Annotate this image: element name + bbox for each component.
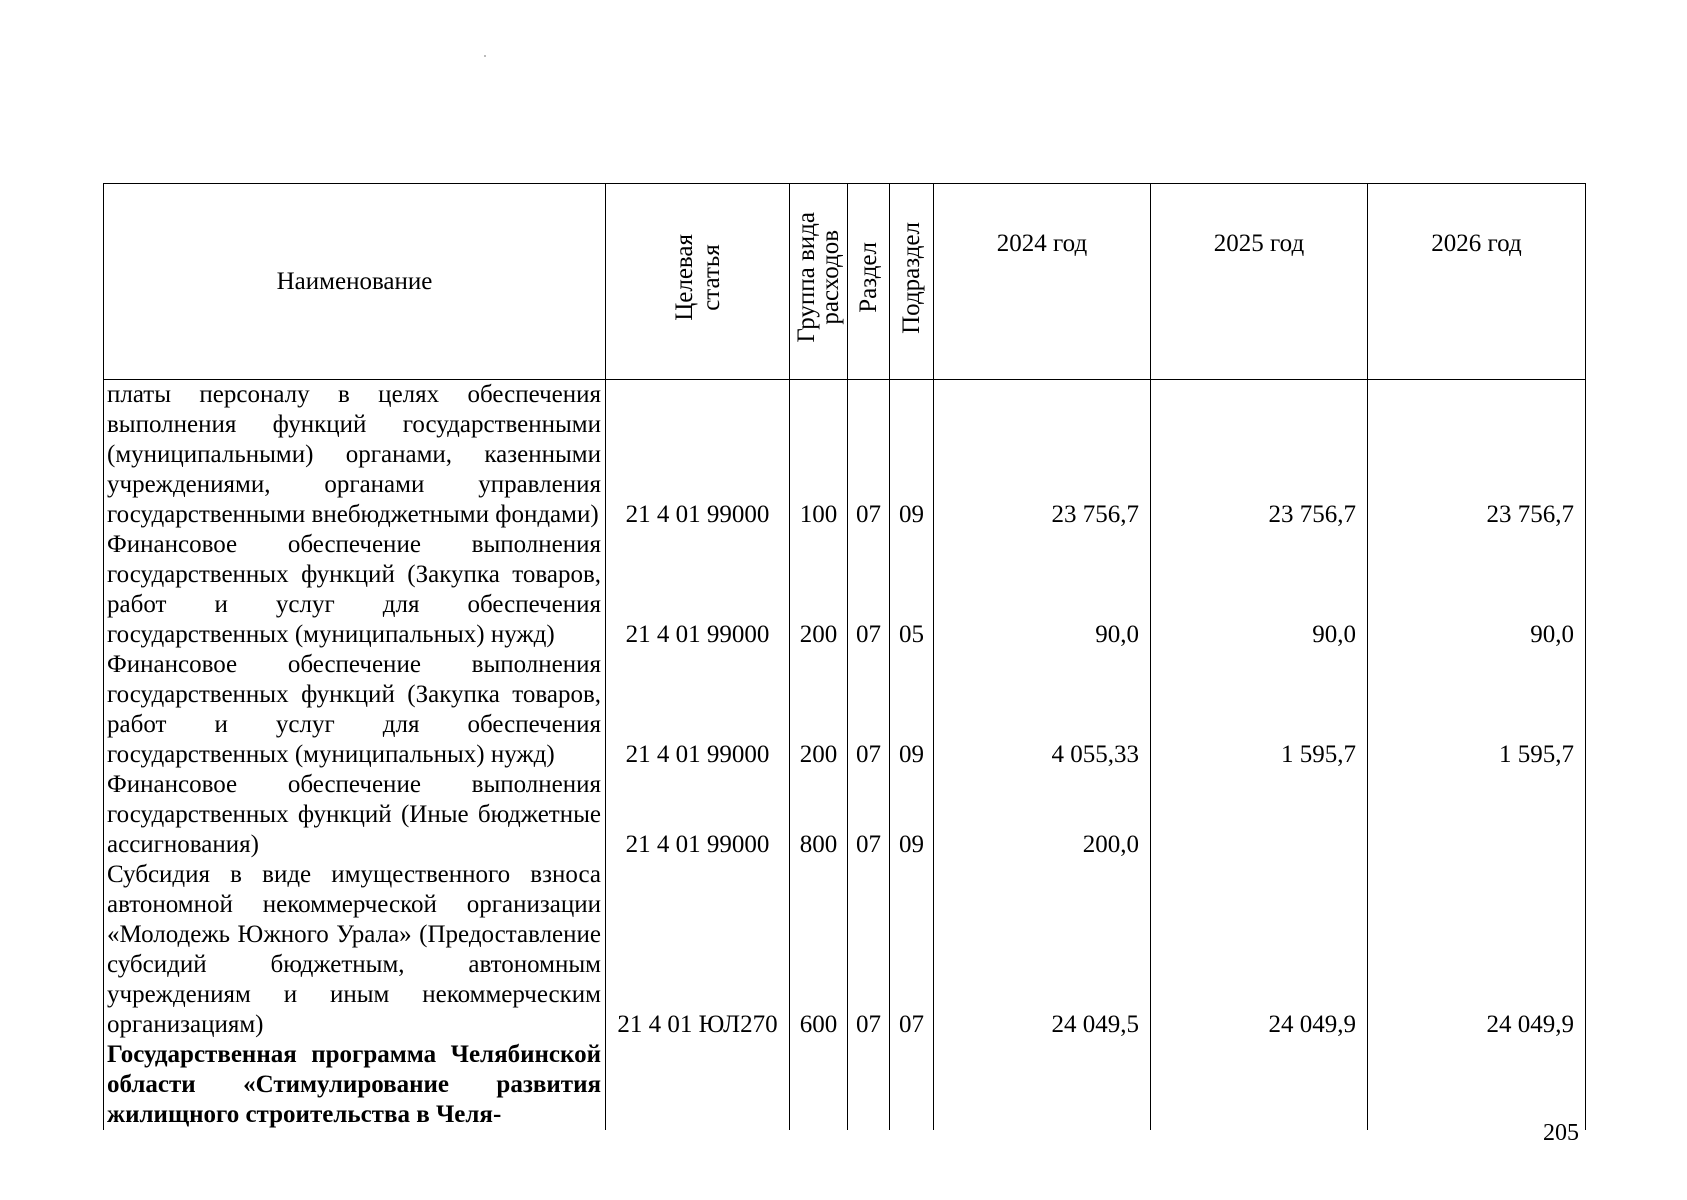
row-name: Финансовое обеспечение выполнения государственных функций (Закупка товаров, работ и услуг для обеспечения государственных (муниципальных) нужд) [104,650,606,770]
row-target-article: 21 4 01 99000 [606,380,790,531]
row-amount-2026 [1368,1040,1586,1130]
row-section [848,1040,890,1130]
row-amount-2025: 1 595,7 [1151,650,1368,770]
row-target-article [606,1040,790,1130]
budget-table [103,183,1586,1130]
row-amount-2024: 90,0 [934,530,1151,650]
header-target-article: Целевая статья [606,184,790,380]
row-name: Государственная программа Челябинской области «Стимулирование развития жилищного строительства в Челя- [104,1040,606,1130]
row-amount-2025: 23 756,7 [1151,380,1368,531]
header-2024: 2024 год [934,184,1151,380]
table-row [104,650,1586,770]
row-section: 07 [848,860,890,1040]
row-subsection: 09 [890,380,934,531]
header-2025: 2025 год [1151,184,1368,380]
table-row [104,380,1586,531]
row-amount-2026: 24 049,9 [1368,860,1586,1040]
row-amount-2026: 1 595,7 [1368,650,1586,770]
row-amount-2025: 24 049,9 [1151,860,1368,1040]
row-target-article: 21 4 01 99000 [606,650,790,770]
row-expense-group: 800 [790,770,848,860]
row-subsection [890,1040,934,1130]
table-header-row [104,184,1586,380]
row-expense-group: 200 [790,650,848,770]
row-target-article: 21 4 01 99000 [606,770,790,860]
row-name: Финансовое обеспечение выполнения государственных функций (Иные бюджетные ассигнования) [104,770,606,860]
table-row [104,530,1586,650]
row-section: 07 [848,770,890,860]
row-amount-2025 [1151,770,1368,860]
row-expense-group: 200 [790,530,848,650]
row-section: 07 [848,650,890,770]
header-name: Наименование [104,184,606,380]
row-amount-2025: 90,0 [1151,530,1368,650]
row-expense-group [790,1040,848,1130]
table-row [104,1040,1586,1130]
header-expense-group: Группа вида расходов [790,184,848,380]
row-amount-2024: 23 756,7 [934,380,1151,531]
row-subsection: 05 [890,530,934,650]
table-row [104,770,1586,860]
row-subsection: 07 [890,860,934,1040]
row-subsection: 09 [890,770,934,860]
scan-artifact [484,55,486,57]
row-amount-2026: 23 756,7 [1368,380,1586,531]
row-name: платы персоналу в целях обеспечения выполнения функций государственными (муниципальными) органами, казенными учреждениями, органами управления государственными внебюджетными фондами) [104,380,606,531]
row-name: Субсидия в виде имущественного взноса автономной некоммерческой организации «Молодежь Южного Урала» (Предоставление субсидий бюджетным, автономным учреждениям и иным некоммерческим организациям) [104,860,606,1040]
row-expense-group: 100 [790,380,848,531]
row-section: 07 [848,530,890,650]
row-amount-2026 [1368,770,1586,860]
row-section: 07 [848,380,890,531]
row-expense-group: 600 [790,860,848,1040]
page-number: 205 [1543,1120,1579,1146]
header-2026: 2026 год [1368,184,1586,380]
row-amount-2026: 90,0 [1368,530,1586,650]
row-amount-2024: 200,0 [934,770,1151,860]
row-subsection: 09 [890,650,934,770]
header-section: Раздел [848,184,890,380]
row-target-article: 21 4 01 ЮЛ270 [606,860,790,1040]
row-amount-2024: 24 049,5 [934,860,1151,1040]
header-subsection: Подраздел [890,184,934,380]
row-amount-2024: 4 055,33 [934,650,1151,770]
row-amount-2024 [934,1040,1151,1130]
row-amount-2025 [1151,1040,1368,1130]
row-target-article: 21 4 01 99000 [606,530,790,650]
row-name: Финансовое обеспечение выполнения государственных функций (Закупка товаров, работ и услуг для обеспечения государственных (муниципальных) нужд) [104,530,606,650]
table-row [104,860,1586,1040]
